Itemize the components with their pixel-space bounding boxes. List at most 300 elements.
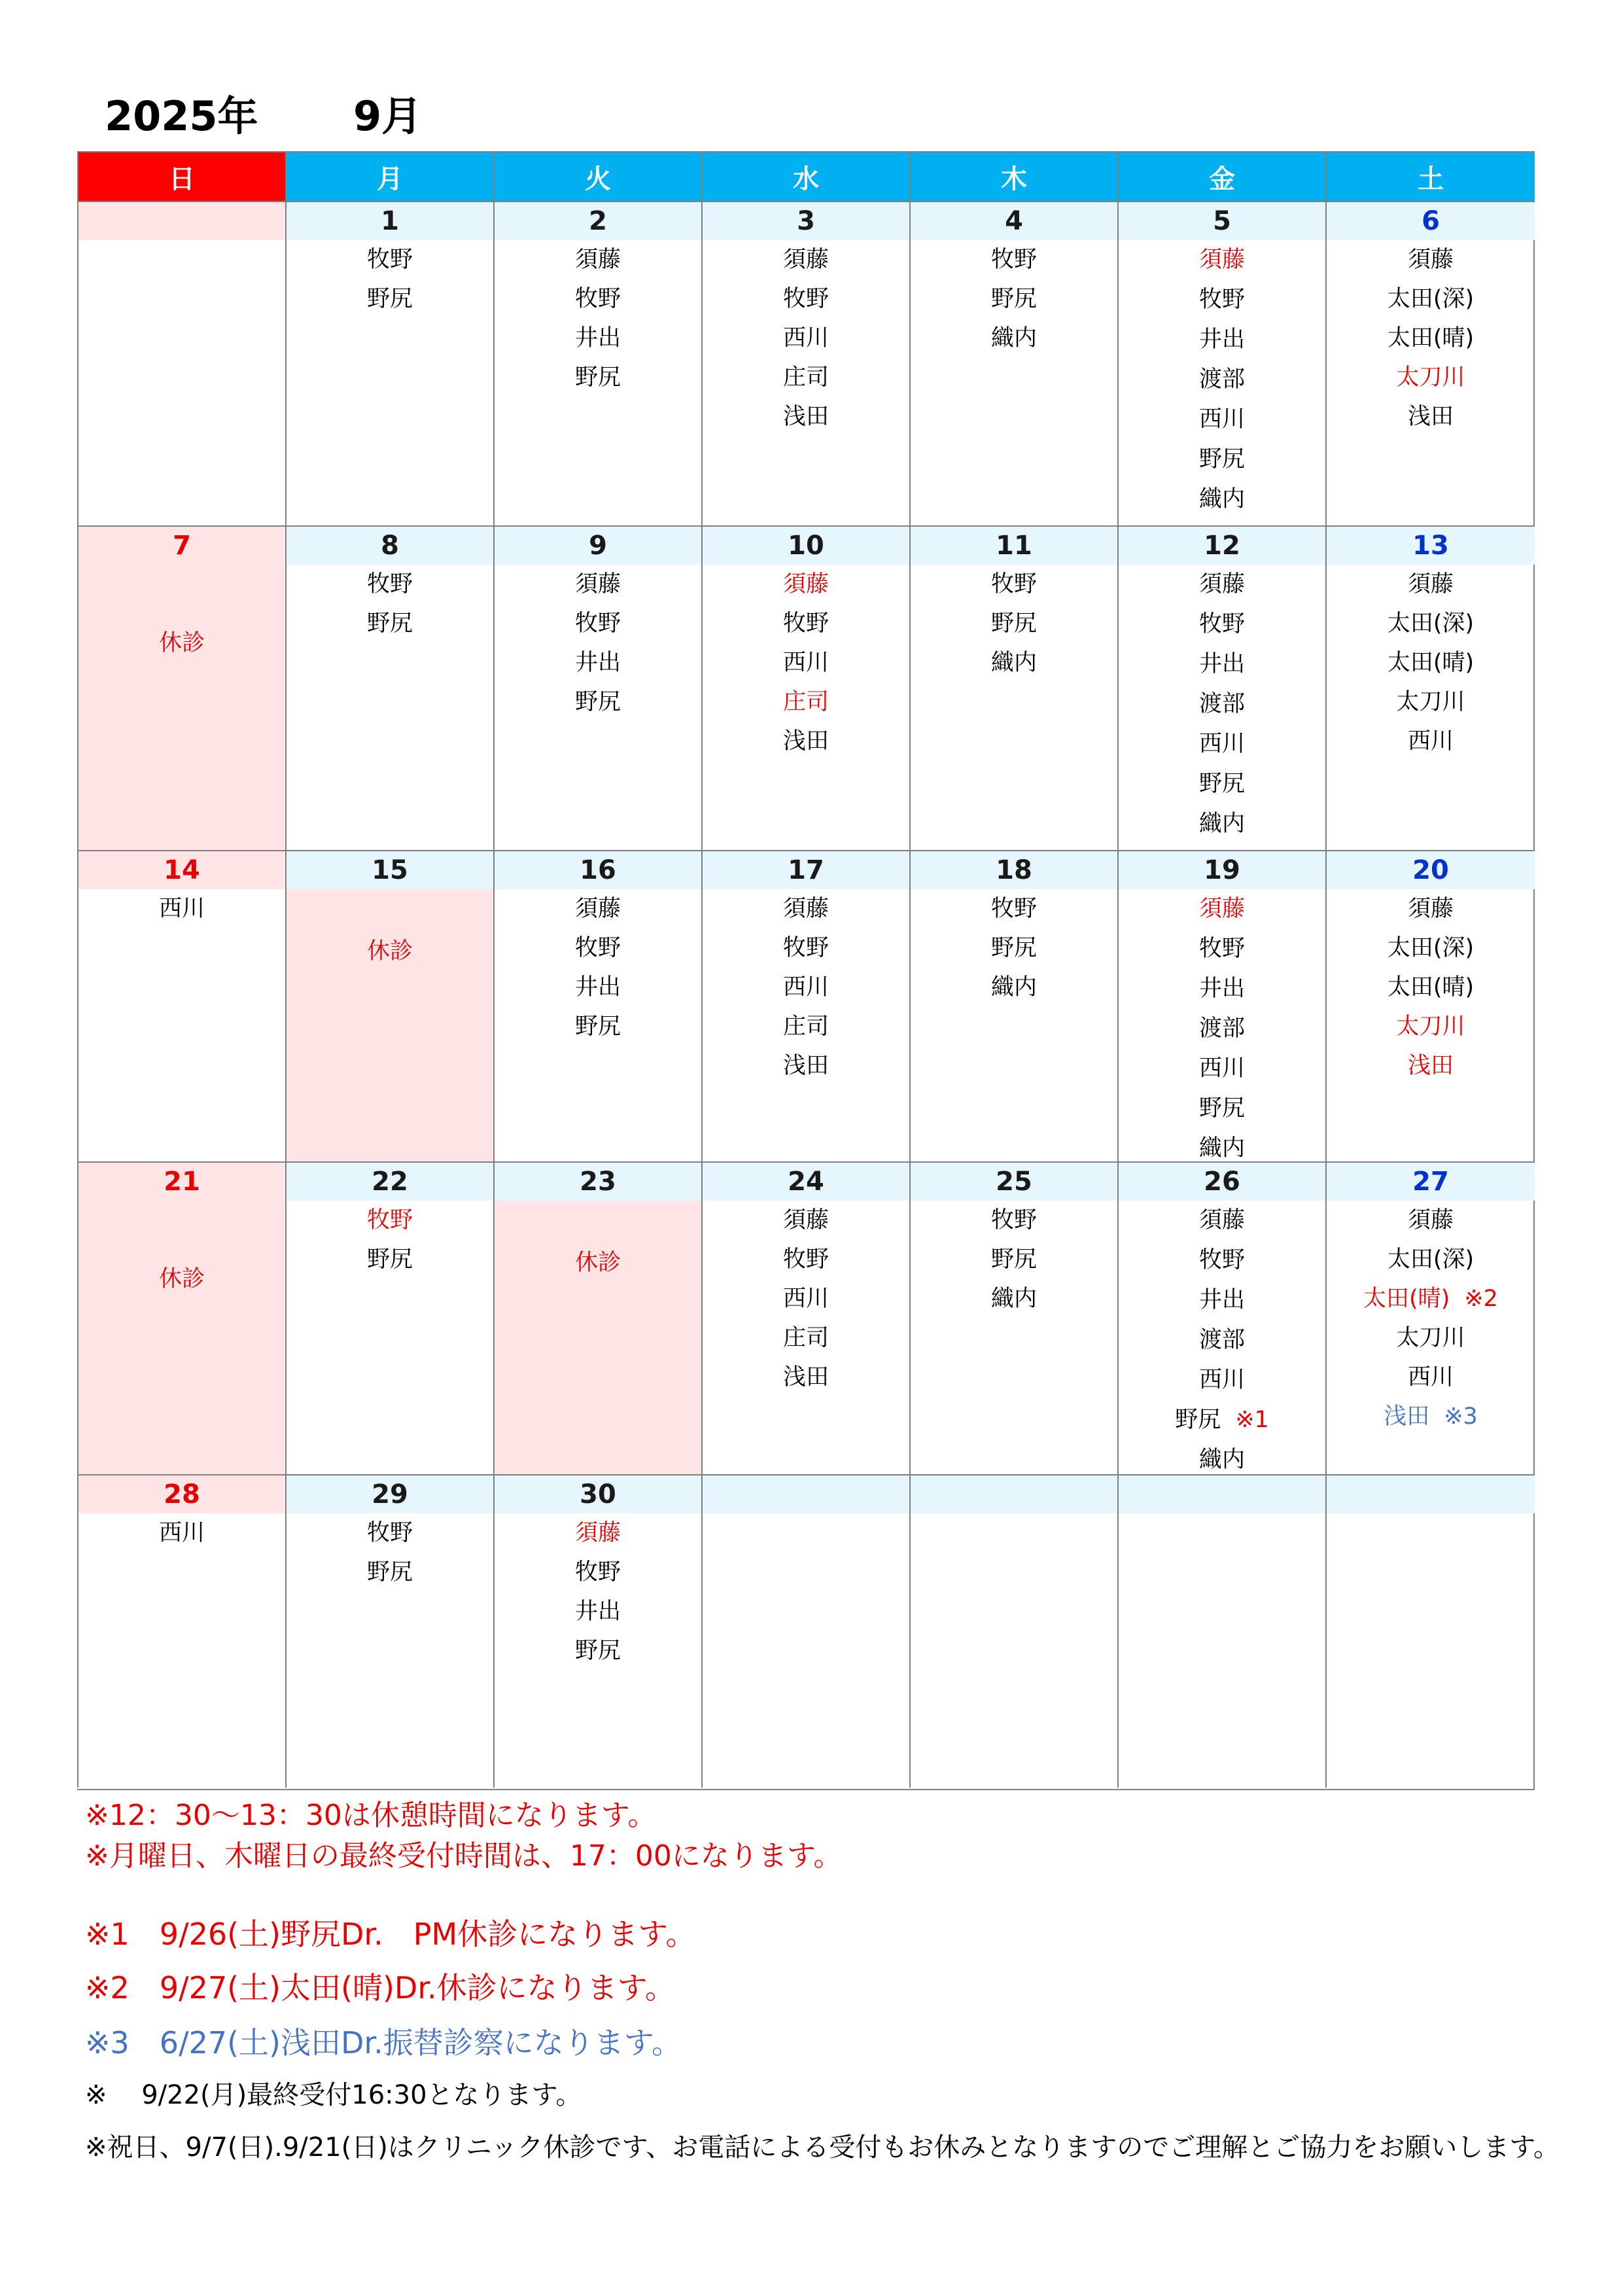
doctor-name [367, 1201, 413, 1240]
doctor-name-text: 野尻 [366, 286, 413, 312]
doctor-name-text: 牧野 [1198, 1247, 1245, 1273]
doctor-name [1408, 240, 1454, 279]
doctor-name [991, 643, 1037, 682]
doctor-name-text: 井出 [574, 1598, 621, 1625]
doctor-name [575, 565, 621, 604]
footnote-line: ※3 6/27(土)浅田Dr.振替診察になります。 [85, 2025, 682, 2060]
day-number [1327, 1475, 1535, 1513]
day-number: 8 [287, 527, 493, 565]
footnote-mark: ※1 [1235, 1407, 1269, 1433]
day-cell [1117, 525, 1325, 850]
doctor-name [783, 928, 829, 968]
footnote-mark: ※2 [1464, 1286, 1498, 1312]
doctor-name [1387, 928, 1474, 968]
doctor-name [1387, 643, 1474, 682]
schedule-calendar [77, 151, 1535, 1790]
doctor-name-text: 井出 [1198, 976, 1245, 1002]
doctor-name-text: 織内 [990, 650, 1037, 676]
doctor-name-text: 野尻 [574, 1014, 621, 1040]
footnote-line: ※ 9/22(月)最終受付16:30となります。 [85, 2080, 582, 2110]
doctor-name [783, 279, 829, 319]
doctor-name [1384, 1397, 1478, 1436]
doctor-name-text: 須藤 [782, 571, 829, 597]
doctor-name [1199, 240, 1245, 280]
doctor-name-text: 浅田 [782, 1053, 829, 1079]
footnote-line: ※12：30～13：30は休憩時間になります。 [85, 1799, 657, 1832]
day-cell [1325, 525, 1535, 850]
day-cell [1117, 850, 1325, 1161]
doctor-list [911, 1201, 1117, 1318]
day-number: 13 [1327, 527, 1535, 565]
day-number: 27 [1327, 1163, 1535, 1201]
doctor-name [783, 1318, 829, 1358]
day-cell [285, 201, 493, 525]
day-number [1119, 1475, 1325, 1513]
doctor-name [1199, 1241, 1245, 1280]
doctor-name [159, 889, 205, 928]
day-cell [1325, 201, 1535, 525]
doctor-name [783, 240, 829, 279]
doctor-name-text: 西川 [1407, 728, 1454, 754]
doctor-name-text: 西川 [158, 896, 205, 922]
doctor-name-text: 西川 [782, 1286, 829, 1312]
doctor-name-text: 西川 [782, 325, 829, 351]
day-cell [909, 1161, 1117, 1474]
doctor-name [1408, 1201, 1454, 1240]
doctor-name [575, 240, 621, 279]
day-number: 1 [287, 202, 493, 240]
day-cell [1117, 1474, 1325, 1788]
day-cell [285, 850, 493, 1161]
doctor-name-text: 渡部 [1198, 366, 1245, 393]
doctor-name [783, 1279, 829, 1318]
calendar-title [105, 86, 422, 139]
doctor-name-text: 太刀川 [1396, 1325, 1465, 1351]
day-number: 26 [1119, 1163, 1325, 1201]
doctor-name [1408, 889, 1454, 928]
doctor-name-text: 庄司 [782, 364, 829, 391]
doctor-name [367, 1513, 413, 1553]
doctor-name [1363, 1279, 1498, 1318]
doctor-name-text: 西川 [1198, 406, 1245, 433]
day-number: 5 [1119, 202, 1325, 240]
doctor-name-text: 須藤 [1407, 896, 1454, 922]
doctor-name [1199, 889, 1245, 929]
footnote-line: ※2 9/27(土)太田(晴)Dr.休診になります。 [85, 1970, 675, 2005]
doctor-name-text: 西川 [782, 974, 829, 1000]
doctor-name-text: 太田(深) [1387, 1246, 1475, 1273]
doctor-name-text: 浅田 [782, 728, 829, 754]
doctor-name [991, 1240, 1037, 1279]
doctor-name [783, 358, 829, 397]
day-number: 16 [495, 851, 701, 889]
doctor-name-text: 織内 [1198, 1447, 1245, 1473]
day-number: 29 [287, 1475, 493, 1513]
doctor-name [367, 279, 413, 319]
day-number: 6 [1327, 202, 1535, 240]
weekday-header: 木 [909, 151, 1117, 201]
doctor-name-text: 井出 [574, 974, 621, 1000]
doctor-name-text: 須藤 [1198, 571, 1245, 597]
day-number: 2 [495, 202, 701, 240]
doctor-name-text: 西川 [1407, 1364, 1454, 1390]
day-number: 3 [703, 202, 909, 240]
doctor-name [991, 319, 1037, 358]
doctor-name-text: 渡部 [1198, 1016, 1245, 1042]
doctor-name-text: 牧野 [782, 610, 829, 637]
closed-label: 休診 [366, 938, 413, 964]
day-number [911, 1475, 1117, 1513]
day-number: 28 [79, 1475, 285, 1513]
doctor-name-text: 織内 [990, 325, 1037, 351]
weekday-header: 土 [1325, 151, 1535, 201]
doctor-name [367, 1240, 413, 1279]
doctor-name [367, 1553, 413, 1592]
doctor-name [575, 1631, 621, 1670]
calendar-month: 9月 [353, 92, 423, 140]
doctor-name [1199, 1089, 1245, 1129]
day-number: 24 [703, 1163, 909, 1201]
doctor-name-text: 牧野 [782, 1246, 829, 1273]
doctor-name [1199, 605, 1245, 645]
day-cell [493, 201, 701, 525]
day-cell [701, 525, 909, 850]
doctor-name [783, 889, 829, 928]
doctor-name [575, 968, 621, 1007]
doctor-list [1327, 565, 1535, 761]
doctor-list [703, 889, 909, 1086]
doctor-list [911, 240, 1117, 358]
doctor-name-text: 牧野 [1198, 611, 1245, 637]
day-cell [909, 1474, 1117, 1788]
doctor-name-text: 太田(晴) [1387, 325, 1475, 351]
day-cell [77, 1474, 285, 1788]
closed-label: 休診 [158, 630, 205, 656]
doctor-name-text: 太刀川 [1396, 689, 1465, 715]
doctor-name-text: 織内 [990, 974, 1037, 1000]
day-cell [1117, 201, 1325, 525]
doctor-name-text: 牧野 [366, 1520, 413, 1546]
doctor-name-text: 須藤 [782, 896, 829, 922]
doctor-name [1387, 968, 1474, 1007]
doctor-name-text: 西川 [1198, 731, 1245, 757]
calendar-year: 2025年 [105, 92, 258, 140]
day-number: 9 [495, 527, 701, 565]
doctor-name [783, 968, 829, 1007]
doctor-name-text: 太田(晴) [1387, 974, 1475, 1000]
doctor-name [991, 1279, 1037, 1318]
doctor-name-text: 織内 [1198, 1135, 1245, 1161]
doctor-list [1119, 889, 1325, 1161]
doctor-name-text: 須藤 [782, 1207, 829, 1233]
doctor-name [783, 1201, 829, 1240]
day-number: 18 [911, 851, 1117, 889]
closed-label: 休診 [158, 1266, 205, 1292]
doctor-name [1387, 319, 1474, 358]
day-cell [77, 201, 285, 525]
doctor-name [367, 604, 413, 643]
doctor-name [575, 889, 621, 928]
day-number: 30 [495, 1475, 701, 1513]
footnote-mark: ※3 [1444, 1404, 1478, 1430]
doctor-name-text: 須藤 [1198, 1207, 1245, 1233]
doctor-name-text: 野尻 [1198, 1095, 1245, 1122]
doctor-name-text: 野尻 [990, 286, 1037, 312]
day-number: 19 [1119, 851, 1325, 889]
doctor-name [1199, 804, 1245, 844]
day-cell [493, 850, 701, 1161]
weekday-header: 月 [285, 151, 493, 201]
doctor-name-text: 須藤 [1407, 571, 1454, 597]
doctor-name [575, 928, 621, 968]
day-cell [77, 1161, 285, 1474]
doctor-name [1199, 1129, 1245, 1161]
doctor-name-text: 浅田 [1407, 1053, 1454, 1079]
doctor-name [1199, 400, 1245, 440]
doctor-name [1175, 1400, 1269, 1440]
doctor-name-text: 須藤 [574, 571, 621, 597]
doctor-name-text: 須藤 [1407, 1207, 1454, 1233]
footnote-line: ※祝日、9/7(日).9/21(日)はクリニック休診です、お電話による受付もお休みとなりますのでご理解とご協力をお願いします。 [85, 2132, 1560, 2163]
doctor-name-text: 牧野 [990, 571, 1037, 597]
day-number: 11 [911, 527, 1117, 565]
day-cell [285, 1161, 493, 1474]
doctor-name-text: 渡部 [1198, 691, 1245, 717]
doctor-name [159, 1513, 205, 1553]
day-number: 17 [703, 851, 909, 889]
day-number: 4 [911, 202, 1117, 240]
footnote-line: ※月曜日、木曜日の最終受付時間は、17：00になります。 [85, 1839, 843, 1873]
doctor-name-text: 須藤 [574, 896, 621, 922]
doctor-name-text: 織内 [1198, 486, 1245, 512]
doctor-name [575, 279, 621, 319]
doctor-name-text: 野尻 [1198, 771, 1245, 797]
doctor-name [1199, 480, 1245, 520]
doctor-name [783, 1046, 829, 1086]
doctor-name [1396, 1318, 1465, 1358]
doctor-name [1396, 1007, 1465, 1046]
doctor-name [1396, 358, 1465, 397]
doctor-name-text: 野尻 [990, 935, 1037, 961]
doctor-name [1199, 1201, 1245, 1241]
day-number: 12 [1119, 527, 1325, 565]
doctor-name-text: 井出 [574, 650, 621, 676]
doctor-name [575, 319, 621, 358]
doctor-list [79, 1513, 285, 1553]
doctor-name-text: 牧野 [574, 610, 621, 637]
day-cell [909, 525, 1117, 850]
doctor-name-text: 浅田 [782, 404, 829, 430]
doctor-name-text: 野尻 [366, 610, 413, 637]
day-number: 14 [79, 851, 285, 889]
doctor-name [783, 397, 829, 436]
doctor-name [783, 1358, 829, 1397]
doctor-list [287, 1201, 493, 1279]
doctor-name [367, 565, 413, 604]
doctor-name [991, 928, 1037, 968]
doctor-name-text: 井出 [1198, 651, 1245, 677]
doctor-list [287, 240, 493, 319]
day-cell [493, 1474, 701, 1788]
doctor-name [1408, 722, 1454, 761]
weekday-header: 水 [701, 151, 909, 201]
day-number [703, 1475, 909, 1513]
doctor-name-text: 野尻 [990, 1246, 1037, 1273]
day-cell [1117, 1161, 1325, 1474]
doctor-name-text: 太田(晴) [1363, 1286, 1450, 1312]
day-cell [493, 525, 701, 850]
doctor-list [1119, 240, 1325, 520]
doctor-name-text: 西川 [782, 650, 829, 676]
doctor-name [1199, 929, 1245, 969]
doctor-name [1199, 440, 1245, 480]
day-cell [1325, 850, 1535, 1161]
doctor-name [783, 1007, 829, 1046]
footnote-line: ※1 9/26(土)野尻Dr. PM休診になります。 [85, 1916, 696, 1952]
doctor-name [1199, 684, 1245, 724]
doctor-name-text: 井出 [1198, 1287, 1245, 1313]
doctor-name [991, 1201, 1037, 1240]
doctor-name [783, 319, 829, 358]
doctor-name [1199, 1280, 1245, 1320]
day-cell [701, 201, 909, 525]
doctor-name-text: 野尻 [1175, 1407, 1221, 1433]
doctor-name [1199, 360, 1245, 400]
doctor-name-text: 牧野 [990, 247, 1037, 273]
doctor-name [783, 604, 829, 643]
doctor-list [911, 889, 1117, 1007]
doctor-name [1408, 565, 1454, 604]
day-number: 20 [1327, 851, 1535, 889]
doctor-name-text: 牧野 [782, 935, 829, 961]
day-cell [285, 1474, 493, 1788]
doctor-name [991, 565, 1037, 604]
closed-label: 休診 [574, 1250, 621, 1276]
doctor-name [1387, 279, 1474, 319]
doctor-name-text: 太刀川 [1396, 1014, 1465, 1040]
doctor-name [783, 1240, 829, 1279]
day-cell [701, 1161, 909, 1474]
doctor-name-text: 井出 [574, 325, 621, 351]
doctor-name-text: 西川 [1198, 1055, 1245, 1082]
doctor-name-text: 牧野 [782, 286, 829, 312]
day-cell [701, 1474, 909, 1788]
doctor-list [495, 240, 701, 397]
doctor-name-text: 庄司 [782, 1325, 829, 1351]
doctor-name [1199, 1049, 1245, 1089]
doctor-name [1408, 1046, 1454, 1086]
doctor-name-text: 西川 [1198, 1367, 1245, 1393]
doctor-name-text: 須藤 [1198, 896, 1245, 922]
doctor-list [703, 1201, 909, 1397]
doctor-name-text: 織内 [1198, 811, 1245, 837]
doctor-list [1119, 565, 1325, 844]
weekday-header: 火 [493, 151, 701, 201]
weekday-header: 日 [77, 151, 285, 201]
doctor-name [1199, 645, 1245, 684]
doctor-name-text: 太田(晴) [1387, 650, 1475, 676]
doctor-name-text: 牧野 [366, 1207, 413, 1233]
doctor-name [575, 604, 621, 643]
doctor-name [783, 643, 829, 682]
day-number: 22 [287, 1163, 493, 1201]
doctor-name [1387, 604, 1474, 643]
doctor-name-text: 牧野 [574, 1559, 621, 1585]
doctor-name-text: 野尻 [574, 1638, 621, 1664]
doctor-name [1387, 1240, 1474, 1279]
day-number: 21 [79, 1163, 285, 1201]
doctor-name [1199, 724, 1245, 764]
day-cell [909, 201, 1117, 525]
day-cell [701, 850, 909, 1161]
doctor-name-text: 野尻 [574, 364, 621, 391]
doctor-name [575, 1513, 621, 1553]
doctor-list [1327, 240, 1535, 436]
doctor-name [1199, 1440, 1245, 1474]
day-number: 7 [79, 527, 285, 565]
doctor-name [575, 1592, 621, 1631]
day-cell [1325, 1161, 1535, 1474]
doctor-name-text: 須藤 [1407, 247, 1454, 273]
doctor-name-text: 牧野 [990, 896, 1037, 922]
doctor-name-text: 牧野 [1198, 287, 1245, 313]
doctor-name-text: 渡部 [1198, 1327, 1245, 1353]
doctor-name [1199, 1009, 1245, 1049]
doctor-name [575, 1553, 621, 1592]
doctor-list [495, 889, 701, 1046]
doctor-name-text: 牧野 [574, 286, 621, 312]
doctor-name-text: 野尻 [366, 1559, 413, 1585]
doctor-name [991, 604, 1037, 643]
doctor-name [1199, 565, 1245, 605]
doctor-list [1327, 1201, 1535, 1436]
doctor-name-text: 浅田 [1407, 404, 1454, 430]
doctor-list [287, 565, 493, 643]
doctor-name-text: 野尻 [366, 1246, 413, 1273]
doctor-name [367, 240, 413, 279]
doctor-list [911, 565, 1117, 682]
doctor-name-text: 須藤 [574, 1520, 621, 1546]
day-cell [285, 525, 493, 850]
doctor-name [1199, 320, 1245, 360]
doctor-name-text: 野尻 [1198, 446, 1245, 472]
doctor-list [287, 1513, 493, 1592]
doctor-name [991, 279, 1037, 319]
weekday-header: 金 [1117, 151, 1325, 201]
doctor-name-text: 野尻 [574, 689, 621, 715]
day-number: 23 [495, 1163, 701, 1201]
day-cell [77, 525, 285, 850]
day-cell [77, 850, 285, 1161]
doctor-name-text: 太刀川 [1396, 364, 1465, 391]
doctor-name-text: 太田(深) [1387, 286, 1475, 312]
doctor-name [1199, 1320, 1245, 1360]
doctor-name [575, 358, 621, 397]
doctor-name [783, 722, 829, 761]
doctor-list [703, 565, 909, 761]
doctor-name-text: 牧野 [1198, 936, 1245, 962]
doctor-name [1199, 969, 1245, 1009]
day-cell [493, 1161, 701, 1474]
doctor-name-text: 西川 [158, 1520, 205, 1546]
doctor-name-text: 牧野 [990, 1207, 1037, 1233]
day-number: 10 [703, 527, 909, 565]
doctor-name-text: 太田(深) [1387, 610, 1475, 637]
doctor-name-text: 牧野 [574, 935, 621, 961]
day-cell [909, 850, 1117, 1161]
doctor-name [991, 240, 1037, 279]
doctor-name [991, 889, 1037, 928]
